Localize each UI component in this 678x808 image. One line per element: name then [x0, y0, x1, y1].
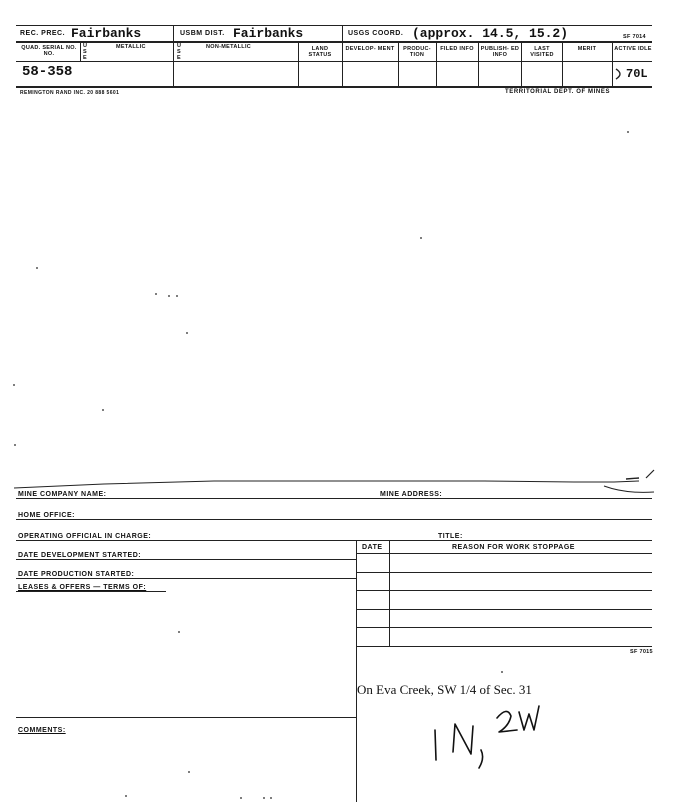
usgs-coord-value: (approx. 14.5, 15.2) — [412, 26, 569, 41]
curve-mark-icon — [614, 67, 624, 81]
home-office-label: HOME OFFICE: — [18, 512, 75, 519]
handwritten-township-note — [425, 700, 545, 772]
date-development-started-label: DATE DEVELOPMENT STARTED: — [18, 552, 142, 559]
location-note: On Eva Creek, SW 1/4 of Sec. 31 — [357, 682, 532, 697]
rec-prec-label: REC. PREC. — [20, 30, 66, 37]
active-idle-value: 70L — [626, 67, 648, 81]
col-non-metallic: NON-METALLIC — [206, 44, 252, 50]
dept-line: TERRITORIAL DEPT. OF MINES — [505, 89, 611, 95]
col-published-info: PUBLISH- ED INFO — [480, 46, 520, 58]
col-active-idle: ACTIVE IDLE — [614, 46, 652, 52]
reason-column-header: REASON FOR WORK STOPPAGE — [452, 544, 575, 551]
comments-label: COMMENTS: — [18, 727, 66, 734]
form-number-2: SF 7015 — [630, 649, 653, 655]
col-use: USE — [83, 43, 88, 61]
leases-offers-label: LEASES & OFFERS — TERMS OF: — [18, 584, 147, 591]
col-use-2: USE — [177, 43, 182, 61]
operating-official-label: OPERATING OFFICIAL IN CHARGE: — [18, 533, 152, 540]
form-number: SF 7014 — [623, 34, 646, 40]
rec-prec-value: Fairbanks — [71, 26, 142, 41]
col-development: DEVELOP- MENT — [345, 46, 395, 52]
usbm-dist-value: Fairbanks — [233, 26, 304, 41]
title-label: TITLE: — [438, 533, 463, 540]
card-top-edge — [14, 466, 664, 496]
col-quad-serial: QUAD. SERIAL NO. NO. — [21, 45, 77, 57]
col-filed-info: FILED INFO — [440, 46, 474, 52]
mine-company-name-label: MINE COMPANY NAME: — [18, 491, 107, 498]
mine-address-label: MINE ADDRESS: — [380, 491, 443, 498]
serial-number-value: 58-358 — [22, 64, 73, 80]
printer-line: REMINGTON RAND INC. 20 888 5601 — [20, 90, 120, 96]
col-merit: MERIT — [577, 46, 597, 52]
col-metallic: METALLIC — [116, 44, 146, 50]
date-production-started-label: DATE PRODUCTION STARTED: — [18, 571, 135, 578]
col-last-visited: LAST VISITED — [530, 46, 554, 58]
col-production: PRODUC- TION — [403, 46, 431, 58]
date-column-header: DATE — [362, 544, 383, 551]
col-land-status: LAND STATUS — [308, 46, 332, 58]
usgs-coord-label: USGS COORD. — [348, 30, 404, 37]
usbm-dist-label: USBM DIST. — [180, 30, 225, 37]
